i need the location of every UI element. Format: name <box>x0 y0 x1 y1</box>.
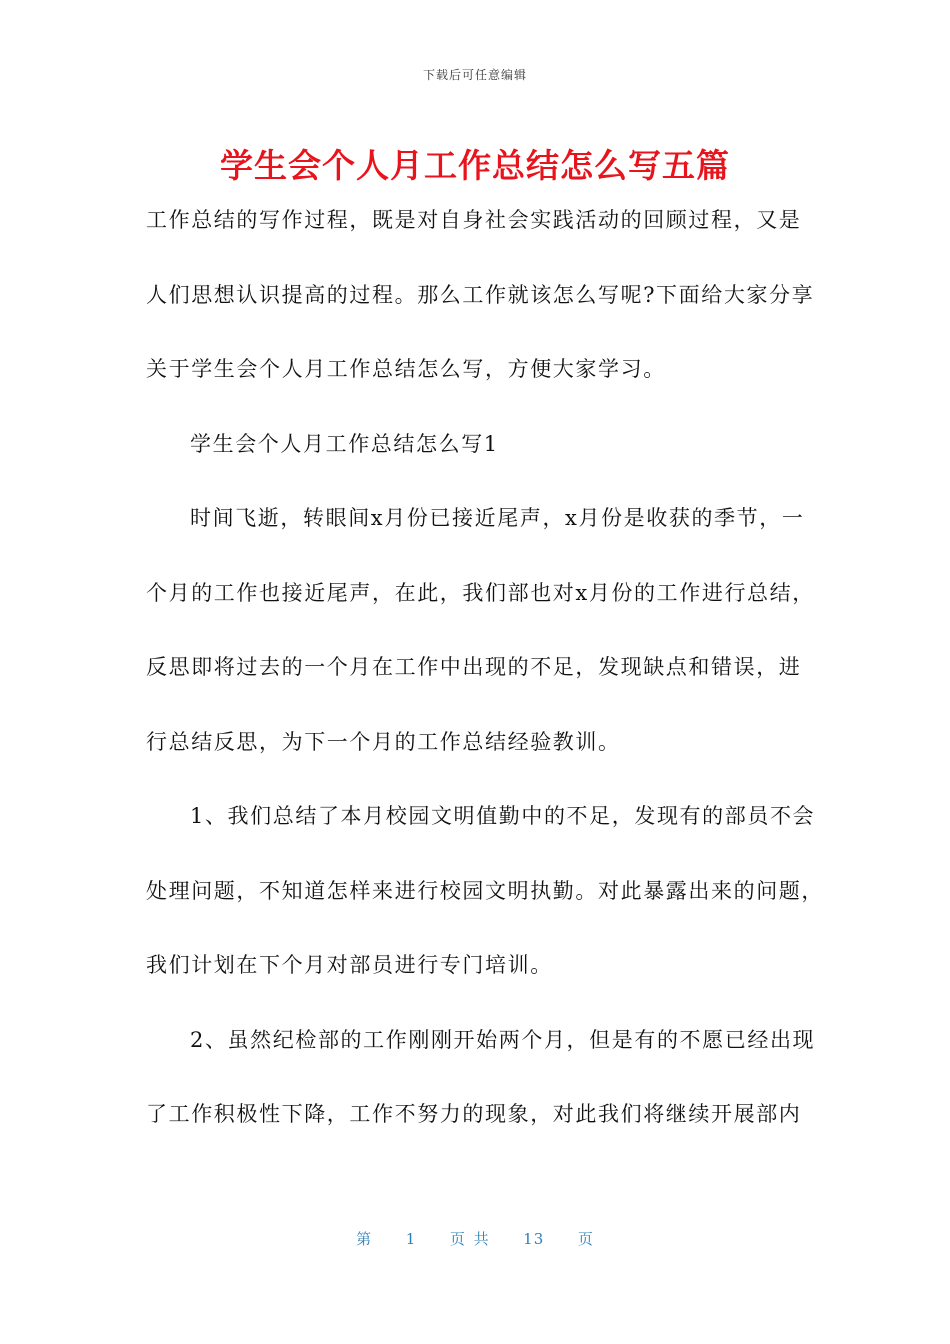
document-title: 学生会个人月工作总结怎么写五篇 <box>220 146 730 185</box>
paragraph-line: 1、我们总结了本月校园文明值勤中的不足，发现有的部员不会 <box>190 804 816 828</box>
paragraph-line: 时间飞逝，转眼间x月份已接近尾声，x月份是收获的季节，一 <box>190 506 805 530</box>
header-note: 下载后可任意编辑 <box>422 68 527 82</box>
paragraph-line: 行总结反思，为下一个月的工作总结经验教训。 <box>146 729 621 754</box>
page-footer <box>0 1228 950 1249</box>
total-pages-number: 13 <box>523 1230 545 1248</box>
paragraph-line: 处理问题，不知道怎样来进行校园文明执勤。对此暴露出来的问题， <box>146 878 824 903</box>
section-heading: 学生会个人月工作总结怎么写1 <box>190 431 499 456</box>
paragraph-line: 2、虽然纪检部的工作刚刚开始两个月，但是有的不愿已经出现 <box>190 1027 816 1052</box>
paragraph-line: 人们思想认识提高的过程。那么工作就该怎么写呢?下面给大家分享 <box>146 282 815 307</box>
paragraph-line: 了工作积极性下降，工作不努力的现象，对此我们将继续开展部内 <box>146 1102 802 1126</box>
document-body <box>146 197 824 1166</box>
current-page-number: 1 <box>405 1230 417 1248</box>
paragraph-line: 工作总结的写作过程，既是对自身社会实践活动的回顾过程，又是 <box>146 208 802 232</box>
paragraph-line: 反思即将过去的一个月在工作中出现的不足，发现缺点和错误，进 <box>146 655 802 679</box>
page-label-mid: 页 共 <box>449 1230 490 1248</box>
paragraph-line: 关于学生会个人月工作总结怎么写，方便大家学习。 <box>146 357 666 381</box>
paragraph-line: 我们计划在下个月对部员进行专门培训。 <box>146 953 553 977</box>
paragraph-line: 个月的工作也接近尾声，在此，我们部也对x月份的工作进行总结， <box>146 580 815 605</box>
page-label-prefix: 第 <box>356 1230 373 1248</box>
page-label-suffix: 页 <box>577 1230 594 1248</box>
